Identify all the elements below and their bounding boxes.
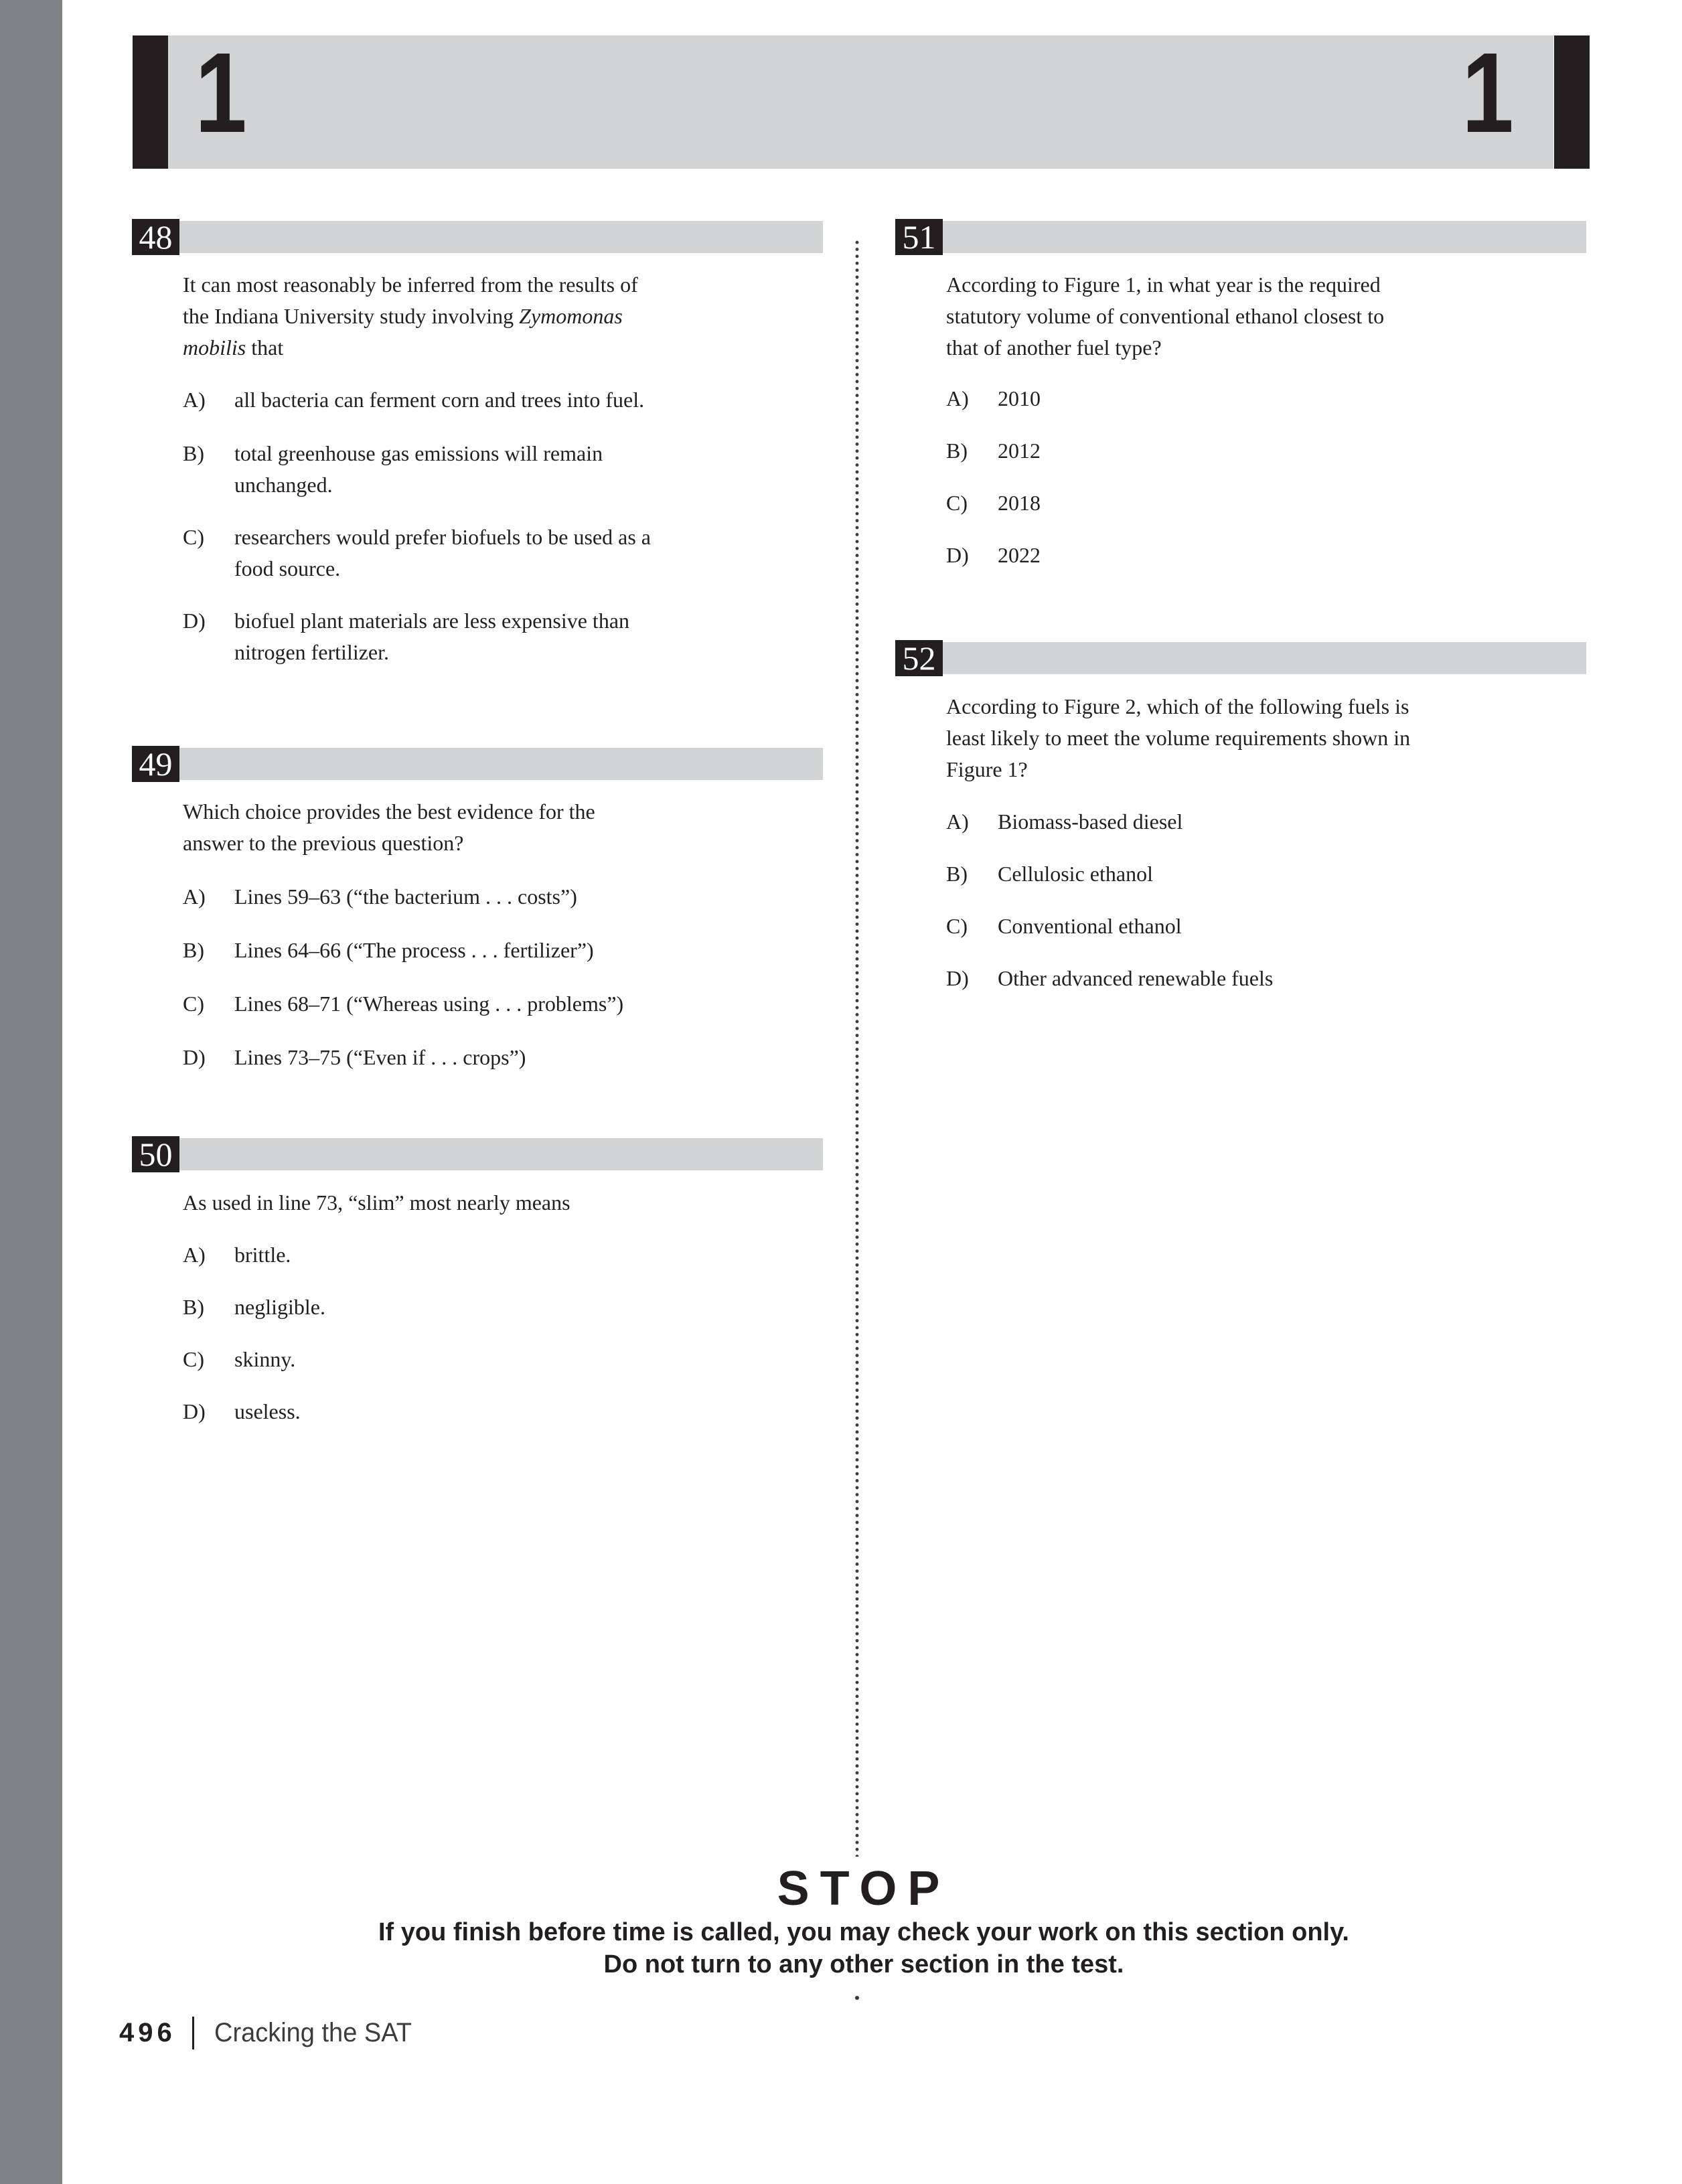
question-48-number-box: [132, 219, 179, 255]
question-52-number-box: [895, 640, 943, 676]
option-text-line: total greenhouse gas emissions will remain: [234, 441, 603, 465]
option-text-line: 2010: [998, 386, 1041, 410]
question-text-line: least likely to meet the volume requirements shown in: [946, 726, 1411, 750]
option-letter: C): [183, 1347, 204, 1371]
question-52-text: [946, 691, 1589, 785]
question-52-option-d: [946, 963, 1273, 994]
question-50-option-c: [183, 1344, 295, 1375]
question-51-band: [895, 218, 1586, 256]
option-letter: D): [183, 609, 206, 633]
question-48-text: [183, 269, 826, 364]
option-letter: D): [946, 966, 969, 990]
question-text-line: It can most reasonably be inferred from the results of: [183, 272, 638, 297]
question-52-band: [895, 639, 1586, 677]
option-text-line: Biomass-based diesel: [998, 809, 1183, 834]
option-text-line: 2022: [998, 543, 1041, 567]
option-letter: A): [183, 388, 206, 412]
question-52-option-a: [946, 806, 1182, 838]
option-letter: B): [183, 441, 204, 465]
footer-divider-rule: [192, 2017, 194, 2049]
question-51-option-d: [946, 540, 1041, 571]
question-51-option-a: [946, 383, 1041, 414]
option-text-line: Lines 68–71 (“Whereas using . . . problems”): [234, 992, 624, 1016]
header-right-black-bar: [1554, 35, 1590, 169]
option-letter: B): [183, 1295, 204, 1319]
option-text-line: negligible.: [234, 1295, 325, 1319]
question-52-option-b: [946, 858, 1153, 890]
question-49-option-a: [183, 881, 577, 913]
section-number-left: 1: [195, 29, 247, 157]
column-divider-dotted-rule: [855, 239, 859, 1857]
question-number: 50: [139, 1136, 173, 1173]
page-footer: [119, 2015, 422, 2050]
section-number-right: 1: [1462, 29, 1514, 157]
option-letter: D): [183, 1045, 206, 1069]
question-49-band: [132, 745, 823, 783]
option-text-line: 2018: [998, 491, 1041, 515]
question-number: 52: [902, 639, 936, 677]
question-48-option-b: [183, 438, 603, 501]
option-text-line: Conventional ethanol: [998, 914, 1182, 938]
question-text-line: answer to the previous question?: [183, 831, 464, 855]
option-letter: A): [183, 884, 206, 909]
question-51-text: [946, 269, 1589, 364]
option-text-line: useless.: [234, 1399, 301, 1423]
divider-end-dot: [855, 1996, 859, 2000]
header-left-black-bar: [133, 35, 168, 169]
option-letter: C): [183, 525, 204, 549]
question-49-option-d: [183, 1042, 526, 1073]
option-letter: B): [946, 862, 968, 886]
option-letter: D): [183, 1399, 206, 1423]
option-text-line: food source.: [234, 556, 341, 580]
option-letter: A): [946, 809, 969, 834]
option-letter: C): [946, 914, 968, 938]
question-text-line: Figure 1?: [946, 757, 1028, 781]
option-letter: C): [946, 491, 968, 515]
question-48-option-c: [183, 522, 651, 584]
question-text-line: As used in line 73, “slim” most nearly means: [183, 1190, 570, 1215]
question-text-line: Which choice provides the best evidence for the: [183, 799, 595, 824]
option-text-line: Cellulosic ethanol: [998, 862, 1153, 886]
question-48-option-d: [183, 605, 629, 668]
option-letter: A): [946, 386, 969, 410]
option-letter: A): [183, 1243, 206, 1267]
question-number: 48: [139, 218, 173, 256]
question-50-band: [132, 1136, 823, 1173]
option-letter: B): [183, 938, 204, 962]
question-text-line: According to Figure 1, in what year is the required: [946, 272, 1381, 297]
question-52-option-c: [946, 911, 1182, 942]
question-49-option-c: [183, 988, 623, 1020]
option-text-line: Lines 73–75 (“Even if . . . crops”): [234, 1045, 526, 1069]
option-text-line: 2012: [998, 439, 1041, 463]
question-49-option-b: [183, 935, 594, 966]
page-number: 496: [119, 2017, 176, 2047]
question-50-number-box: [132, 1136, 179, 1172]
question-48-band: [132, 218, 823, 256]
question-51-option-c: [946, 487, 1041, 519]
question-51-number-box: [895, 219, 943, 255]
question-text-line: the Indiana University study involving Zymomonas: [183, 304, 623, 328]
question-text-line: According to Figure 2, which of the following fuels is: [946, 694, 1409, 718]
question-text-line: that of another fuel type?: [946, 335, 1162, 360]
stop-title: STOP: [777, 1862, 951, 1916]
section-header-band: [168, 29, 1553, 169]
question-text-line: statutory volume of conventional ethanol closest to: [946, 304, 1385, 328]
option-text-line: Lines 64–66 (“The process . . . fertilizer”): [234, 938, 594, 962]
question-50-option-b: [183, 1292, 325, 1323]
option-letter: D): [946, 543, 969, 567]
option-text-line: Lines 59–63 (“the bacterium . . . costs”): [234, 884, 577, 909]
option-letter: C): [183, 992, 204, 1016]
option-text-line: Other advanced renewable fuels: [998, 966, 1274, 990]
question-50-text: [183, 1187, 826, 1219]
option-text-line: researchers would prefer biofuels to be used as a: [234, 525, 651, 549]
option-text-line: all bacteria can ferment corn and trees into fuel.: [234, 388, 645, 412]
book-title: Cracking the SAT: [214, 2017, 412, 2047]
question-50-option-d: [183, 1396, 301, 1427]
question-50-option-a: [183, 1239, 291, 1271]
question-51-option-b: [946, 435, 1041, 467]
stop-instruction-line: If you finish before time is called, you may check your work on this section only.: [378, 1918, 1349, 1946]
question-number: 51: [902, 218, 936, 256]
question-48-option-a: [183, 384, 644, 416]
question-49-text: [183, 796, 826, 859]
stop-instruction-line: Do not turn to any other section in the test.: [603, 1950, 1124, 1978]
option-text-line: brittle.: [234, 1243, 291, 1267]
option-text-line: biofuel plant materials are less expensive than: [234, 609, 630, 633]
question-49-number-box: [132, 746, 179, 782]
option-letter: B): [946, 439, 968, 463]
question-number: 49: [139, 745, 173, 783]
option-text-line: unchanged.: [234, 473, 333, 497]
option-text-line: skinny.: [234, 1347, 296, 1371]
page-edge-strip: [0, 0, 62, 2184]
option-text-line: nitrogen fertilizer.: [234, 640, 390, 664]
question-text-line: mobilis that: [183, 335, 284, 360]
